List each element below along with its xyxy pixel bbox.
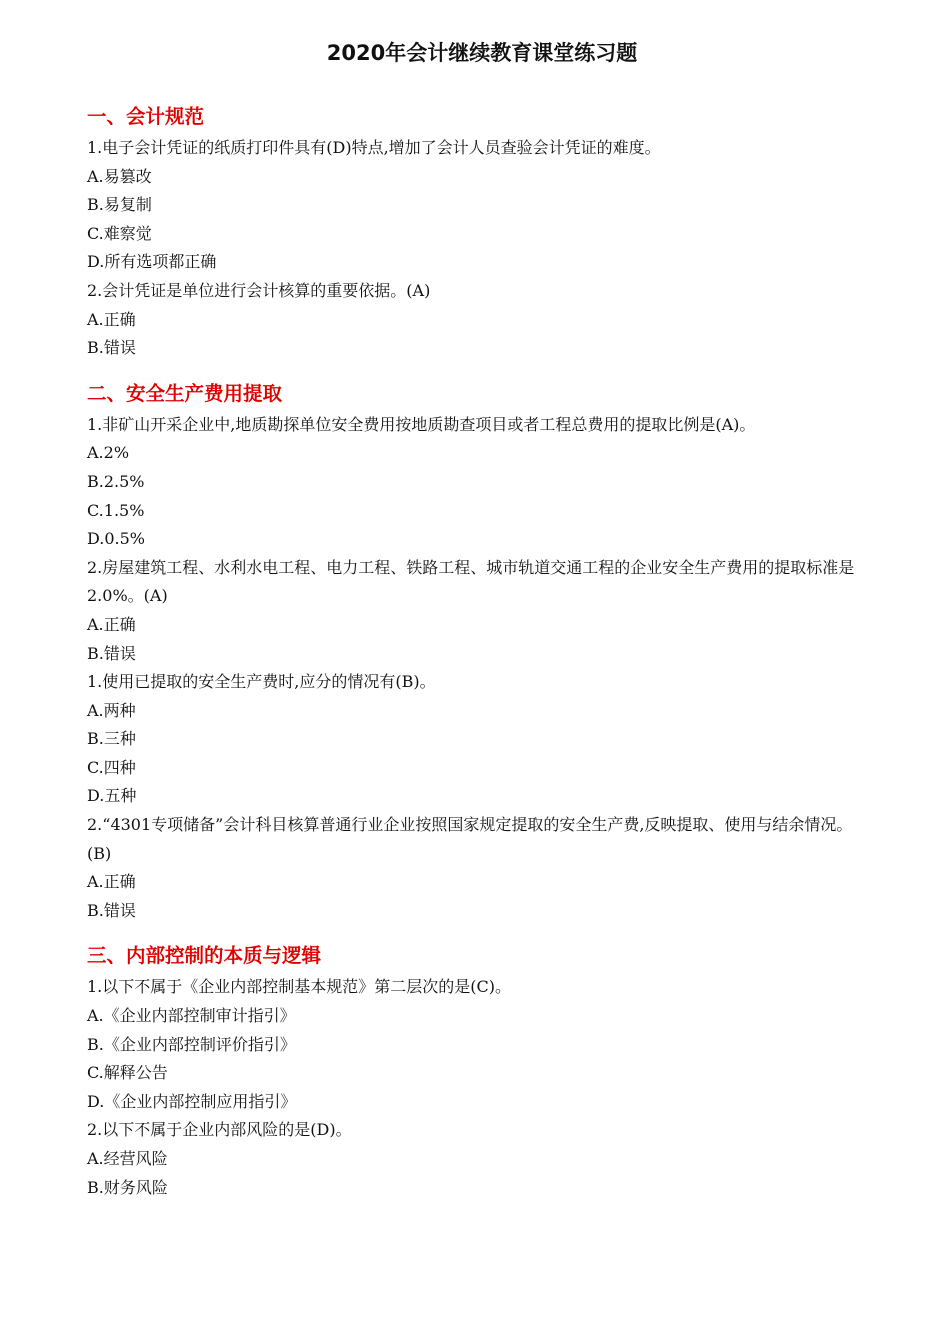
answer-option: B.《企业内部控制评价指引》 (87, 1034, 296, 1054)
answer-option: B.易复制 (87, 195, 152, 215)
question-text: 2.会计凭证是单位进行会计核算的重要依据。(A) (87, 280, 431, 300)
document-title: 2020年会计继续教育课堂练习题 (326, 41, 638, 65)
answer-option: A.经营风险 (87, 1149, 168, 1168)
answer-option: C.解释公告 (87, 1063, 168, 1083)
question-text: 1.使用已提取的安全生产费时,应分的情况有(B)。 (87, 672, 436, 692)
document-page (87, 38, 867, 1202)
answer-option: B.错误 (87, 643, 136, 663)
section-3 (87, 941, 867, 1202)
answer-option: C.难察觉 (87, 223, 152, 243)
question-text: 2.以下不属于企业内部风险的是(D)。 (87, 1120, 352, 1140)
answer-option: C.四种 (87, 757, 136, 777)
answer-option: B.错误 (87, 900, 136, 920)
question-text: 1.电子会计凭证的纸质打印件具有(D)特点,增加了会计人员查验会计凭证的难度。 (87, 138, 661, 157)
question-text: 2.“4301专项储备”会计科目核算普通行业企业按照国家规定提取的安全生产费,反映提取、使用与结余情况。(B) (87, 815, 853, 863)
answer-option: A.正确 (87, 872, 136, 892)
answer-option: C.1.5% (87, 500, 145, 520)
question-text: 1.以下不属于《企业内部控制基本规范》第二层次的是(C)。 (87, 977, 511, 997)
question-text: 1.非矿山开采企业中,地质勘探单位安全费用按地质勘查项目或者工程总费用的提取比例是(A)。 (87, 414, 756, 434)
question-text: 2.房屋建筑工程、水利水电工程、电力工程、铁路工程、城市轨道交通工程的企业安全生产费用的提取标准是2.0%。(A) (87, 557, 855, 606)
answer-option: A.正确 (87, 614, 136, 634)
answer-option: B.财务风险 (87, 1177, 168, 1197)
section-heading: 二、安全生产费用提取 (87, 381, 283, 405)
answer-option: B.2.5% (87, 471, 145, 491)
answer-option: A.正确 (87, 309, 136, 329)
answer-option: A.《企业内部控制审计指引》 (87, 1006, 296, 1026)
answer-option: B.错误 (87, 338, 136, 358)
answer-option: D.0.5% (87, 529, 145, 549)
answer-option: B.三种 (87, 729, 136, 749)
section-heading: 三、内部控制的本质与逻辑 (87, 944, 322, 968)
answer-option: D.所有选项都正确 (87, 252, 217, 272)
answer-option: D.五种 (87, 786, 137, 806)
answer-option: A.两种 (87, 700, 136, 720)
answer-option: A.易篡改 (87, 166, 152, 186)
sections-container (87, 102, 867, 1202)
answer-option: A.2% (87, 443, 130, 463)
section-1 (87, 102, 867, 363)
section-heading: 一、会计规范 (87, 105, 205, 128)
answer-option: D.《企业内部控制应用指引》 (87, 1091, 297, 1111)
section-2 (87, 379, 867, 926)
